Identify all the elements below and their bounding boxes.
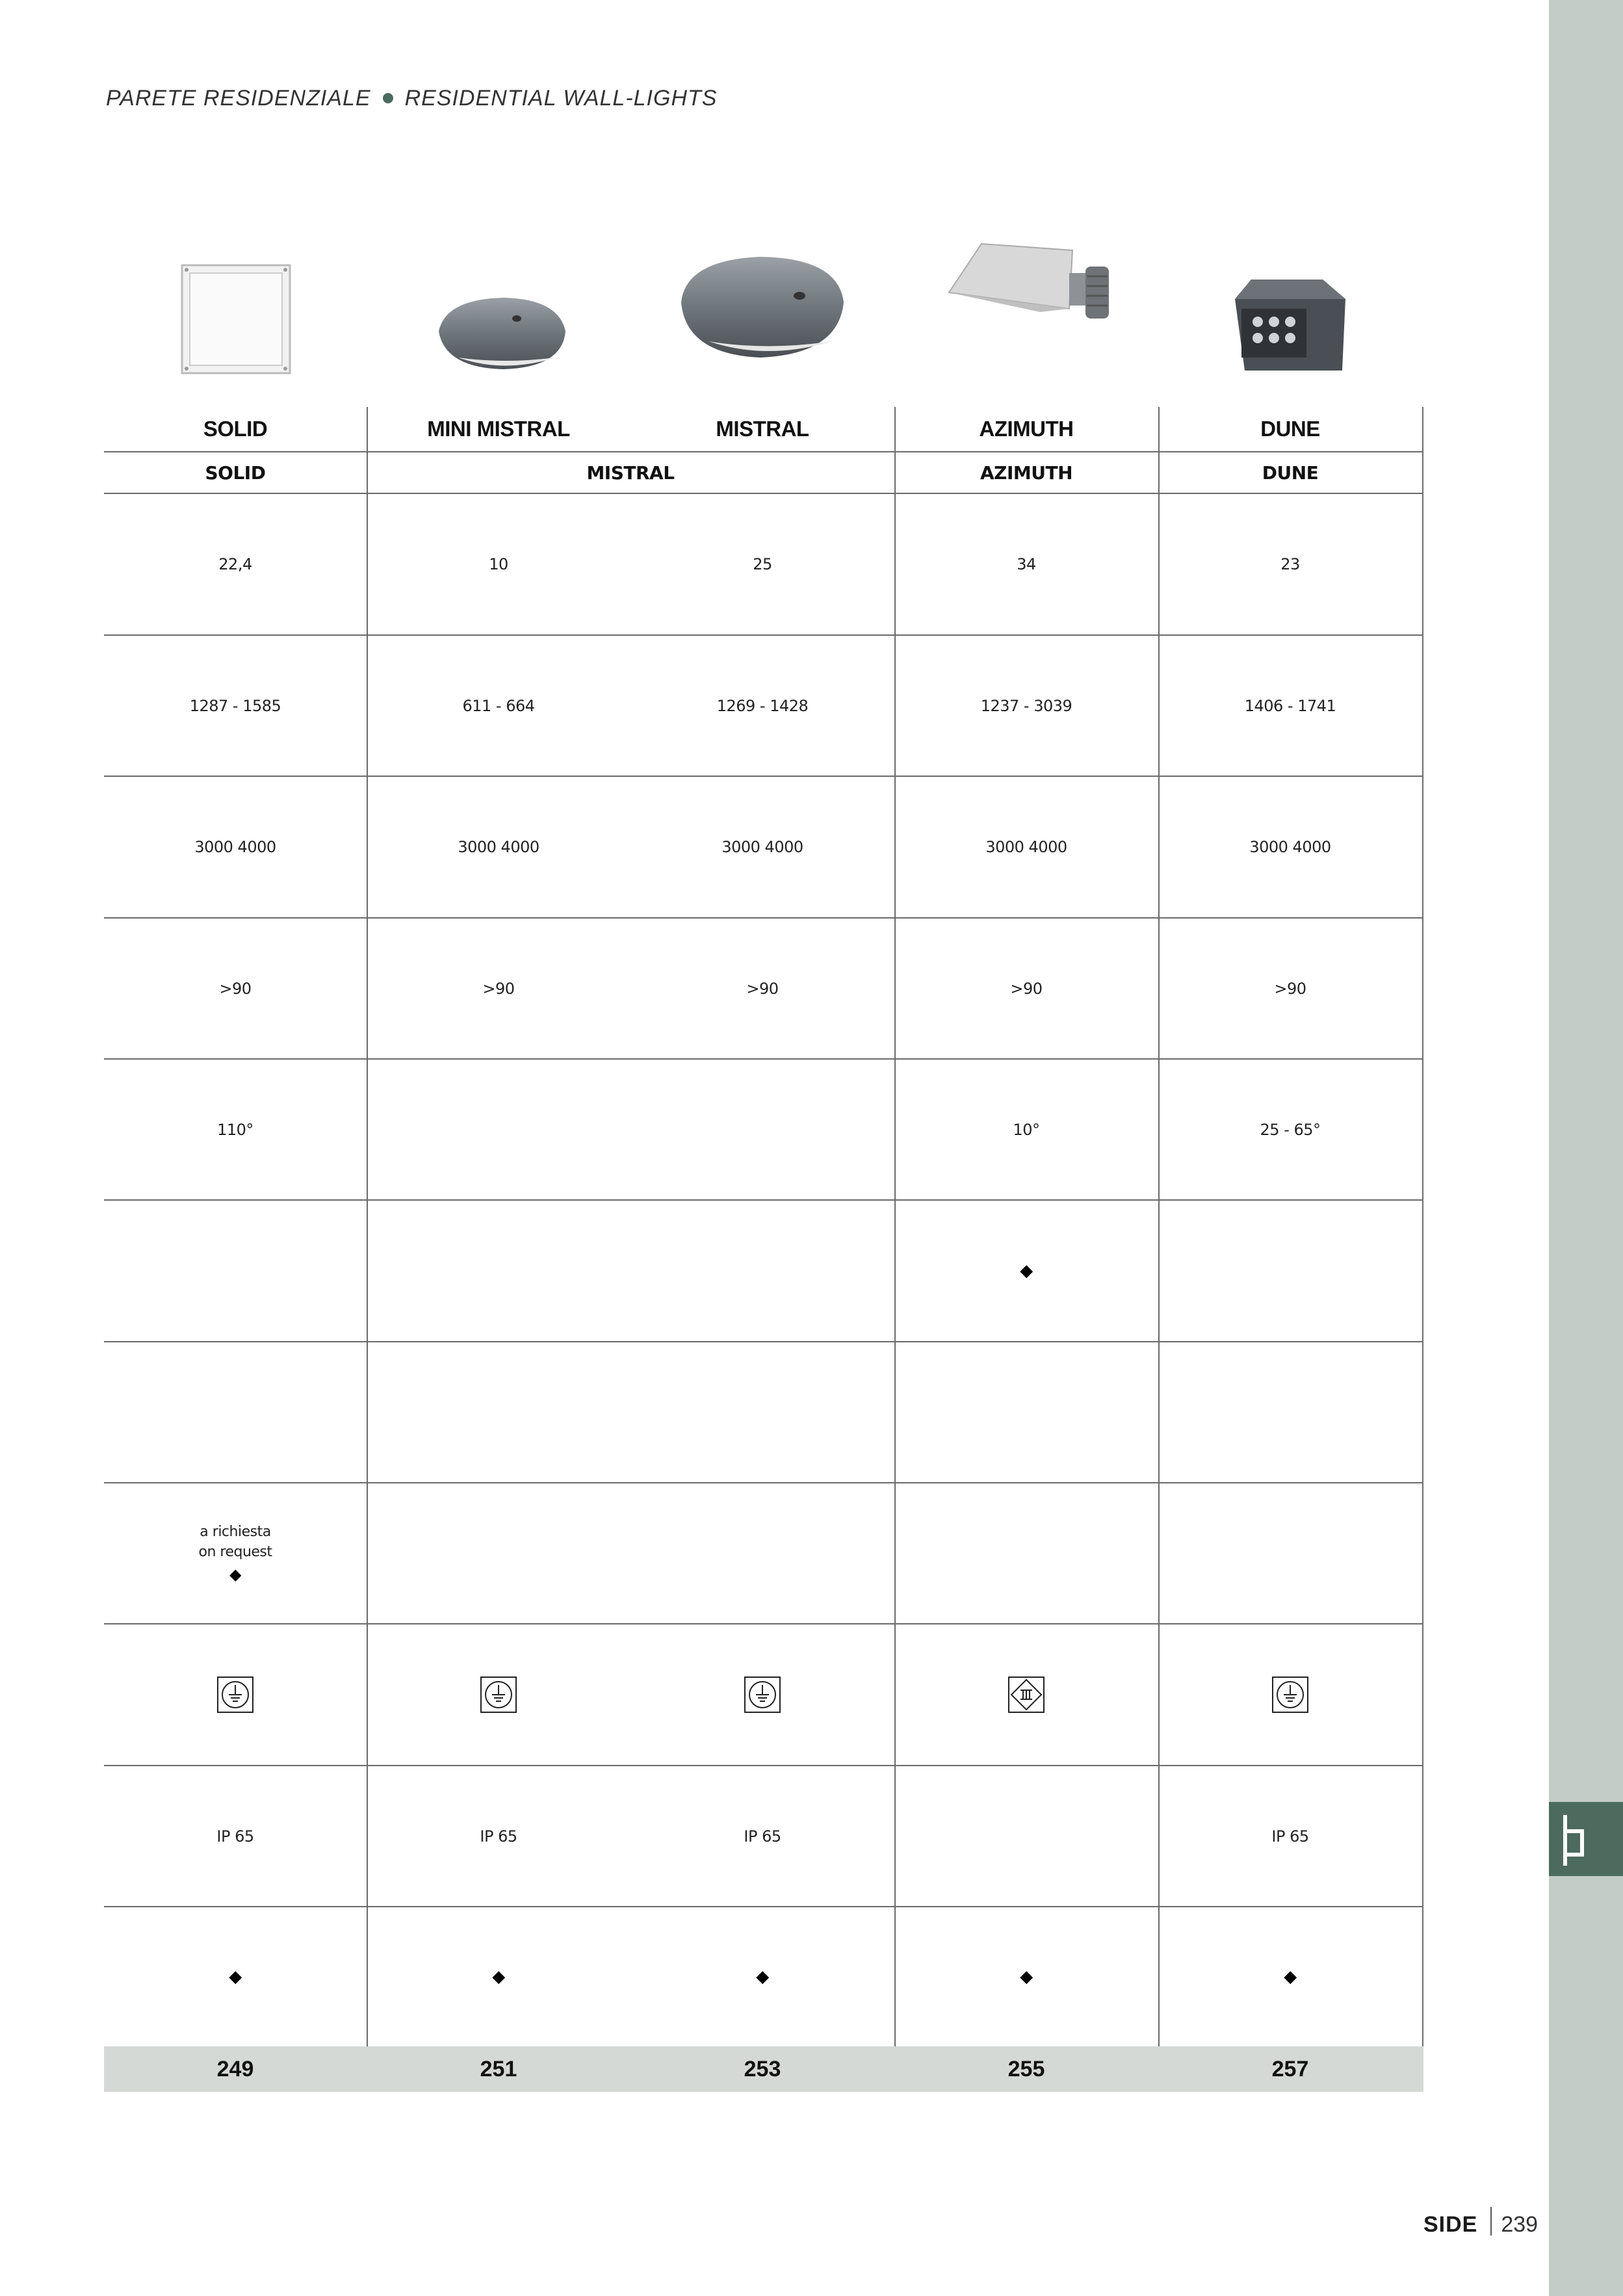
feature-mark: ◆ [229, 1967, 242, 1987]
product-name: SOLID [203, 417, 268, 441]
lumen-value: 1237 - 3039 [980, 696, 1072, 715]
on-request-en: on request [198, 1544, 272, 1560]
power-value: 23 [1280, 555, 1300, 573]
ip-value: IP 65 [216, 1827, 254, 1846]
page-link[interactable]: 253 [744, 2056, 781, 2081]
power-value: 34 [1017, 555, 1036, 573]
product-name: MINI MISTRAL [427, 417, 570, 441]
product-images [0, 215, 1430, 397]
cct-value: 3000 4000 [1249, 838, 1331, 856]
family-name: MISTRAL [586, 462, 675, 484]
earth-class-I-icon [216, 1676, 254, 1714]
product-name: MISTRAL [716, 417, 809, 441]
class-symbol-cell [630, 1624, 894, 1765]
cri-value: >90 [482, 979, 515, 998]
feature-mark: ◆ [1020, 1261, 1033, 1281]
class-symbol-cell [894, 1624, 1158, 1765]
row-divider [104, 1199, 1423, 1201]
feature-mark: ◆ [229, 1565, 241, 1584]
beam-value: 110° [217, 1120, 253, 1139]
cri-value: >90 [746, 979, 779, 998]
lumen-value: 611 - 664 [462, 696, 535, 715]
earth-class-I-icon [480, 1676, 517, 1714]
footer-separator [1490, 2207, 1492, 2236]
ip-value: IP 65 [744, 1827, 781, 1846]
on-request-it: a richiesta [200, 1524, 271, 1540]
power-value: 25 [753, 555, 772, 573]
col-divider [1422, 407, 1423, 2046]
class-symbol-cell [367, 1624, 630, 1765]
on-request-cell [104, 1483, 367, 1623]
cct-value: 3000 4000 [194, 838, 276, 856]
page-link[interactable]: 255 [1007, 2056, 1045, 2081]
row-divider [104, 1341, 1423, 1342]
cct-value: 3000 4000 [985, 838, 1067, 856]
lumen-value: 1269 - 1428 [716, 696, 809, 715]
earth-class-I-icon [1271, 1676, 1309, 1714]
product-name: DUNE [1260, 417, 1320, 441]
ip-value: IP 65 [480, 1827, 517, 1846]
header-bullet [383, 93, 393, 103]
azimuth-lamp-image [942, 231, 1124, 335]
ip-value: IP 65 [1271, 1827, 1309, 1846]
power-value: 10 [489, 555, 508, 573]
cri-value: >90 [1010, 979, 1043, 998]
family-name: DUNE [1262, 462, 1319, 484]
feature-mark: ◆ [492, 1967, 505, 1987]
cri-value: >90 [1274, 979, 1306, 998]
section-tab-icon [1549, 1802, 1623, 1876]
product-name: AZIMUTH [979, 417, 1074, 441]
class-III-icon [1007, 1676, 1045, 1714]
page-link[interactable]: 249 [216, 2056, 254, 2081]
mistral-lamp-image [676, 250, 848, 367]
page-reference-band [104, 2046, 1423, 2092]
power-value: 22,4 [218, 555, 252, 573]
lumen-value: 1406 - 1741 [1244, 696, 1336, 715]
family-name: AZIMUTH [980, 462, 1073, 484]
page-header [106, 86, 717, 111]
mini-mistral-lamp-image [432, 286, 569, 384]
page-link[interactable]: 251 [480, 2056, 517, 2081]
class-symbol-cell [1158, 1624, 1422, 1765]
cri-value: >90 [219, 979, 252, 998]
beam-value: 25 - 65° [1260, 1120, 1321, 1139]
class-symbol-cell [104, 1624, 367, 1765]
header-english: RESIDENTIAL WALL-LIGHTS [404, 86, 718, 111]
cct-value: 3000 4000 [458, 838, 539, 856]
lumen-value: 1287 - 1585 [189, 696, 281, 715]
feature-mark: ◆ [1284, 1967, 1297, 1987]
page-number: 239 [1501, 2212, 1539, 2237]
spec-table [104, 407, 1423, 2046]
solid-lamp-image [181, 264, 291, 374]
side-band [1549, 0, 1623, 2296]
feature-mark: ◆ [756, 1967, 769, 1987]
page-link[interactable]: 257 [1271, 2056, 1309, 2081]
brand-name: SIDE [1423, 2212, 1478, 2237]
page-footer [1423, 2207, 1538, 2237]
dune-lamp-image [1232, 273, 1349, 377]
family-name: SOLID [205, 462, 266, 484]
section-tab[interactable] [1549, 1802, 1623, 1876]
cct-value: 3000 4000 [721, 838, 803, 856]
header-italian: PARETE RESIDENZIALE [106, 86, 371, 111]
feature-mark: ◆ [1020, 1967, 1033, 1987]
earth-class-I-icon [744, 1676, 781, 1714]
beam-value: 10° [1013, 1120, 1040, 1139]
